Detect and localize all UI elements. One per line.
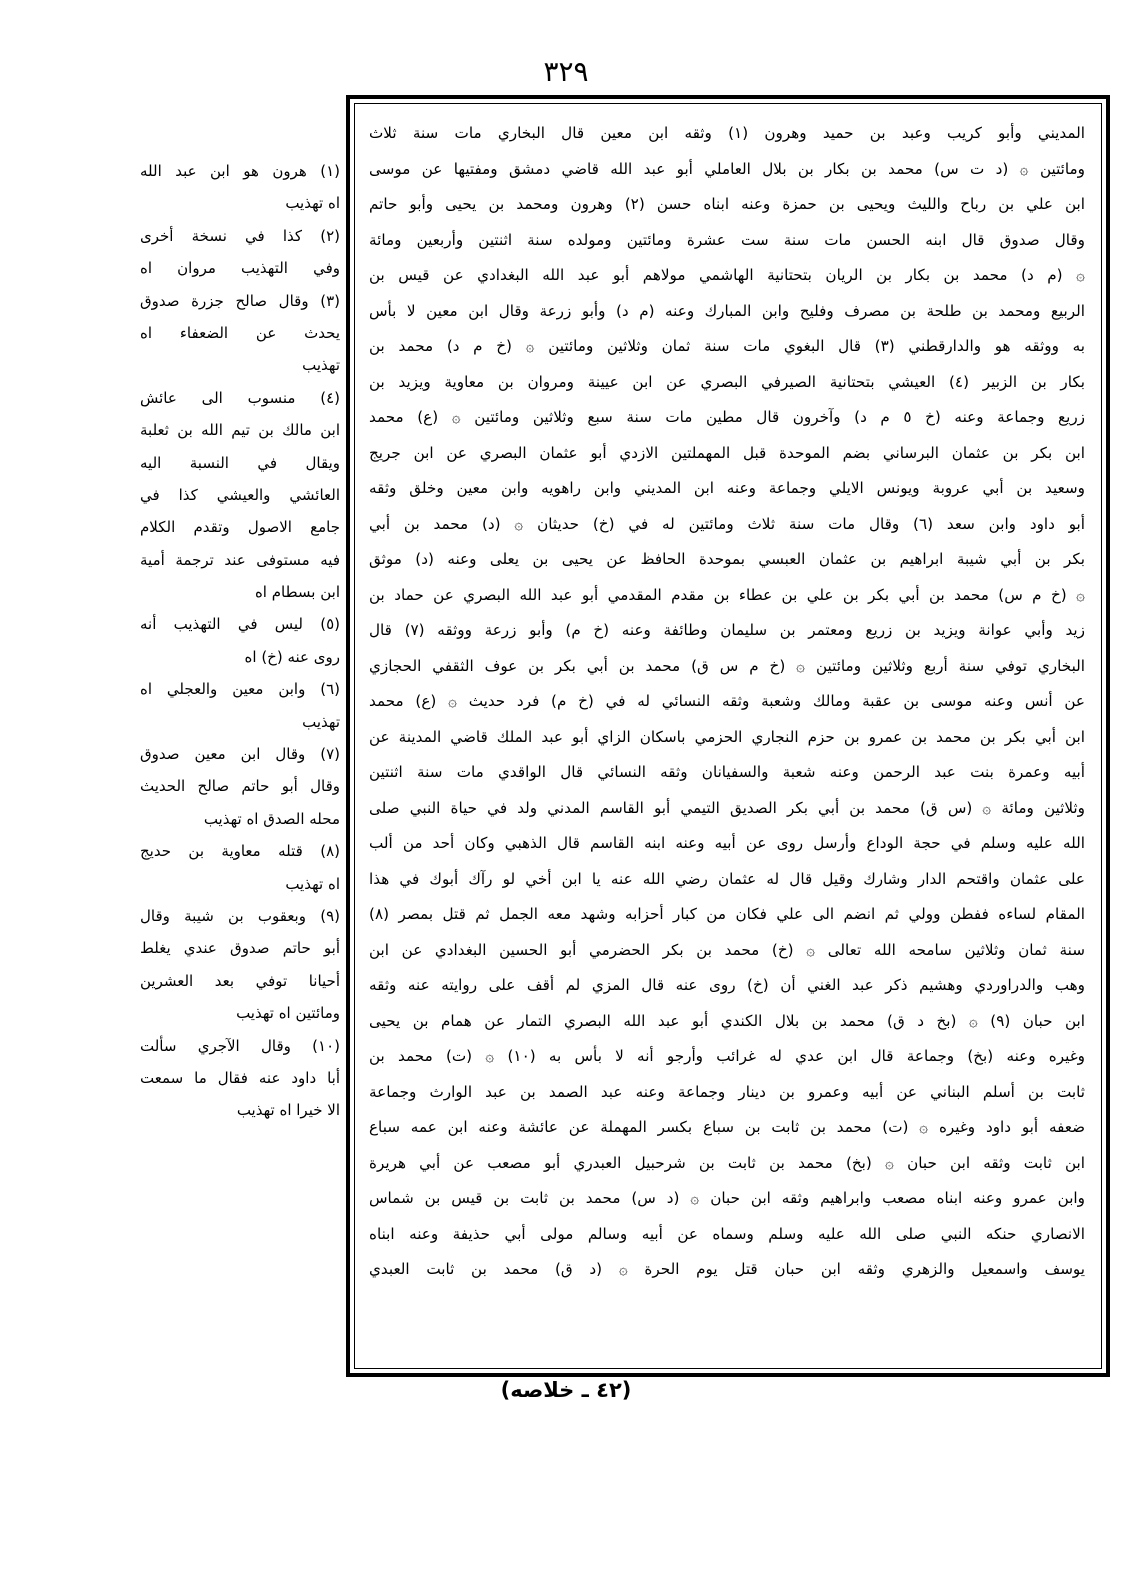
main-text-line: بكر بن أبي شيبة ابراهيم بن عثمان العبسي بموحدة الحافظ عن يحيى بن يعلى وعنه (د) موثق: [369, 550, 1085, 568]
main-text-line: وقال صدوق قال ابنه الحسن مات سنة ست عشرة ومائتين ومولده سنة اثنتين وأربعين ومائة: [369, 230, 1085, 249]
margin-footnotes: [140, 155, 340, 1127]
footnote-line: (٣) وقال صالح جزرة صدوق: [140, 291, 340, 310]
footnote-line: وفي التهذيب مروان اه: [140, 259, 340, 278]
main-text-line: ۞ (م د) محمد بن بكار بن الريان بتحتانية الهاشمي مولاهم أبو عبد الله البغدادي عن قيس بن: [369, 266, 1085, 284]
footnote-line: الا خيرا اه تهذيب: [236, 1101, 340, 1120]
footnote-line: (٩) وبعقوب بن شيبة وقال: [140, 906, 340, 925]
footnote-line: (٨) قتله معاوية بن حديج: [140, 842, 340, 861]
main-text-frame: [346, 95, 1110, 1377]
footnote-line: أبا داود عنه فقال ما سمعت: [140, 1068, 340, 1087]
footnote-line: ابن بسطام اه: [254, 583, 340, 602]
main-text-line: ابن حبان (٩) ۞ (بخ د ق) محمد بن بلال الكندي أبو عبد الله البصري التمار عن همام بن يحيى: [369, 1011, 1085, 1030]
main-text-block: [354, 103, 1102, 1369]
main-text-line: ابن ثابت وثقه ابن حبان ۞ (بخ) محمد بن ثابت بن شرحبيل العبدري أبو مصعب عن أبي هريرة: [369, 1153, 1085, 1172]
main-text-line: ابن علي بن رباح والليث ويحيى بن حمزة وعنه ابناه حسن (٢) وهرون ومحمد بن يحيى وأبو حاتم: [369, 195, 1085, 213]
footnote-line: أحيانا توفي بعد العشرين: [140, 971, 340, 990]
footnote-line: روى عنه (خ) اه: [244, 647, 340, 666]
footnote-line: (٦) وابن معين والعجلي اه: [140, 680, 340, 699]
main-text-line: ضعفه أبو داود وغيره ۞ (ت) محمد بن ثابت بن سباع بكسر المهملة عن عائشة وعنه ابن عمه سباع: [369, 1118, 1085, 1136]
footnote-line: العائشي والعيشي كذا في: [140, 485, 340, 504]
footnote-line: تهذيب: [302, 356, 340, 375]
footnote-line: (٥) ليس في التهذيب أنه: [140, 615, 340, 634]
main-text-line: المديني وأبو كريب وعبد بن حميد وهرون (١) وثقه ابن معين قال البخاري مات سنة ثلاث: [369, 124, 1085, 142]
main-text-line: ابن أبي بكر بن محمد بن عمرو بن حزم النجاري الحزمي باسكان الزاي أبو عبد الملك قاضي المدينة عن: [369, 727, 1085, 746]
main-text-line: وسعيد بن أبي عروبة ويونس الايلي وجماعة وعنه ابن المديني وابن راهويه وابن معين وخلق وثقه: [369, 479, 1085, 497]
footnote-line: أبو حاتم صدوق عندي يغلط: [140, 939, 340, 958]
main-text-line: البخاري توفي سنة أربع وثلاثين ومائتين ۞ (خ م س ق) محمد بن أبي بكر بن عوف الثقفي الحجازي: [369, 656, 1085, 675]
main-text-line: ابن بكر بن عثمان البرساني بضم الموحدة قبل المهملتين الازدي أبو عثمان البصري عن ابن جريج: [369, 443, 1085, 462]
main-text-line: المقام لساءه ففطن وولي ثم انضم الى علي فكان من كبار أحزابه وشهد معه الجمل ثم قتل بمصر (٨): [369, 905, 1085, 923]
footnote-line: جامع الاصول وتقدم الكلام: [140, 518, 340, 537]
main-text-line: به ووثقه هو والدارقطني (٣) قال البغوي مات سنة ثمان وثلاثين ومائتين ۞ (خ م د) محمد بن: [369, 337, 1085, 355]
main-text-line: يوسف واسمعيل والزهري وثقه ابن حبان قتل يوم الحرة ۞ (د ق) محمد بن ثابت العبدي: [369, 1260, 1085, 1278]
main-text-line: ۞ (خ م س) محمد بن أبي بكر بن علي بن عطاء بن مقدم المقدمي أبو عبد الله البصري عن حماد بن: [369, 585, 1085, 604]
footnote-line: فيه مستوفى عند ترجمة أمية: [140, 550, 340, 569]
footnote-line: اه تهذيب: [285, 194, 340, 213]
main-text-line: بكار بن الزبير (٤) العيشي بتحتانية الصيرفي البصري عن ابن عيينة ومروان بن معاوية ويزيد بن: [369, 372, 1085, 391]
main-text-line: وثلاثين ومائة ۞ (س ق) محمد بن أبي بكر الصديق التيمي أبو القاسم المدني ولد في حياة النبي صلى: [369, 798, 1085, 817]
main-text-line: عن أنس وعنه موسى بن عقبة ومالك وشعبة وثقه النسائي له في (خ م) فرد حديث ۞ (ع) محمد: [369, 692, 1085, 710]
main-text-line: الانصاري حنكه النبي صلى الله عليه وسلم وسماه عن أبيه وسالم مولى أبي حذيفة وعنه ابناه: [369, 1224, 1085, 1243]
main-text-line: أبو داود وابن سعد (٦) وقال مات سنة ثلاث ومائتين له في (خ) حديثان ۞ (د) محمد بن أبي: [369, 514, 1085, 533]
footnote-line: (١) هرون هو ابن عبد الله: [140, 162, 340, 180]
main-text-line: الله عليه وسلم في حجة الوداع وأرسل روى عن أبيه وعنه ابنه القاسم قال الذهبي وكان أحد من ألب: [369, 834, 1085, 852]
footnote-line: اه تهذيب: [285, 874, 340, 893]
footnote-line: تهذيب: [302, 712, 340, 731]
footnote-line: محله الصدق اه تهذيب: [203, 809, 340, 828]
footnote-line: (١٠) وقال الآجري سألت: [140, 1036, 340, 1055]
footnote-line: ابن مالك بن تيم الله بن ثعلبة: [140, 421, 340, 440]
footnote-line: ويقال في النسبة اليه: [140, 453, 340, 472]
main-text-line: ثابت بن أسلم البناني عن أبيه وعمرو بن دينار وجماعة وعنه عبد الصمد بن عبد الوارث وجماعة: [369, 1082, 1085, 1101]
footnote-line: وقال أبو حاتم صالح الحديث: [140, 777, 340, 796]
printer-signature: (٤٢ ـ خلاصه): [500, 1378, 632, 1402]
main-text-line: وغيره وعنه (بخ) وجماعة قال ابن عدي له غرائب وأرجو أنه لا بأس به (١٠) ۞ (ت) محمد بن: [369, 1047, 1085, 1065]
main-text-line: وابن عمرو وعنه ابناه مصعب وابراهيم وثقه ابن حبان ۞ (د س) محمد بن ثابت بن قيس بن شماس: [369, 1189, 1085, 1207]
main-text-line: أبيه وعمرة بنت عبد الرحمن وعنه شعبة والسفيانان وثقه النسائي قال الواقدي مات سنة اثنتين: [369, 763, 1085, 781]
main-text-line: على عثمان واقتحم الدار وشارك وقيل قال له عثمان رضي الله عنه يا ابن أخي لو رآك أبوك في هذا: [369, 869, 1085, 888]
footnote-line: يحدث عن الضعفاء اه: [140, 323, 340, 342]
page-number: ٣٢٩: [543, 55, 589, 88]
footnote-line: (٤) منسوب الى عائش: [140, 388, 340, 407]
main-text-line: ومائتين ۞ (د ت س) محمد بن بكار بن بلال العاملي أبو عبد الله قاضي دمشق ومفتيها عن موسى: [369, 159, 1085, 178]
footnote-line: (٧) وقال ابن معين صدوق: [140, 745, 340, 764]
main-text-line: زيد وأبي عوانة ويزيد بن زريع ومعتمر بن سليمان وطائفة وعنه (خ م) وأبو زرعة ووثقه (٧) قال: [369, 621, 1085, 639]
main-text-line: زريع وجماعة وعنه (خ ٥ م د) وآخرون قال مطين مات سنة سبع وثلاثين ومائتين ۞ (ع) محمد: [369, 408, 1085, 426]
main-text-line: وهب والدراوردي وهشيم ذكر عبد الغني أن (خ) روى عنه قال المزي لم أقف على روايته عنه وثقه: [369, 976, 1085, 994]
main-text-line: سنة ثمان وثلاثين سامحه الله تعالى ۞ (خ) محمد بن بكر الحضرمي أبو الحسين البغدادي عن ابن: [369, 940, 1085, 959]
main-text-line: الربيع ومحمد بن طلحة بن مصرف وفليح وابن المبارك وعنه (م د) وأبو زرعة وقال ابن معين لا بأس: [369, 301, 1085, 320]
footnote-line: (٢) كذا في نسخة أخرى: [140, 226, 340, 245]
footnote-line: ومائتين اه تهذيب: [236, 1004, 340, 1023]
